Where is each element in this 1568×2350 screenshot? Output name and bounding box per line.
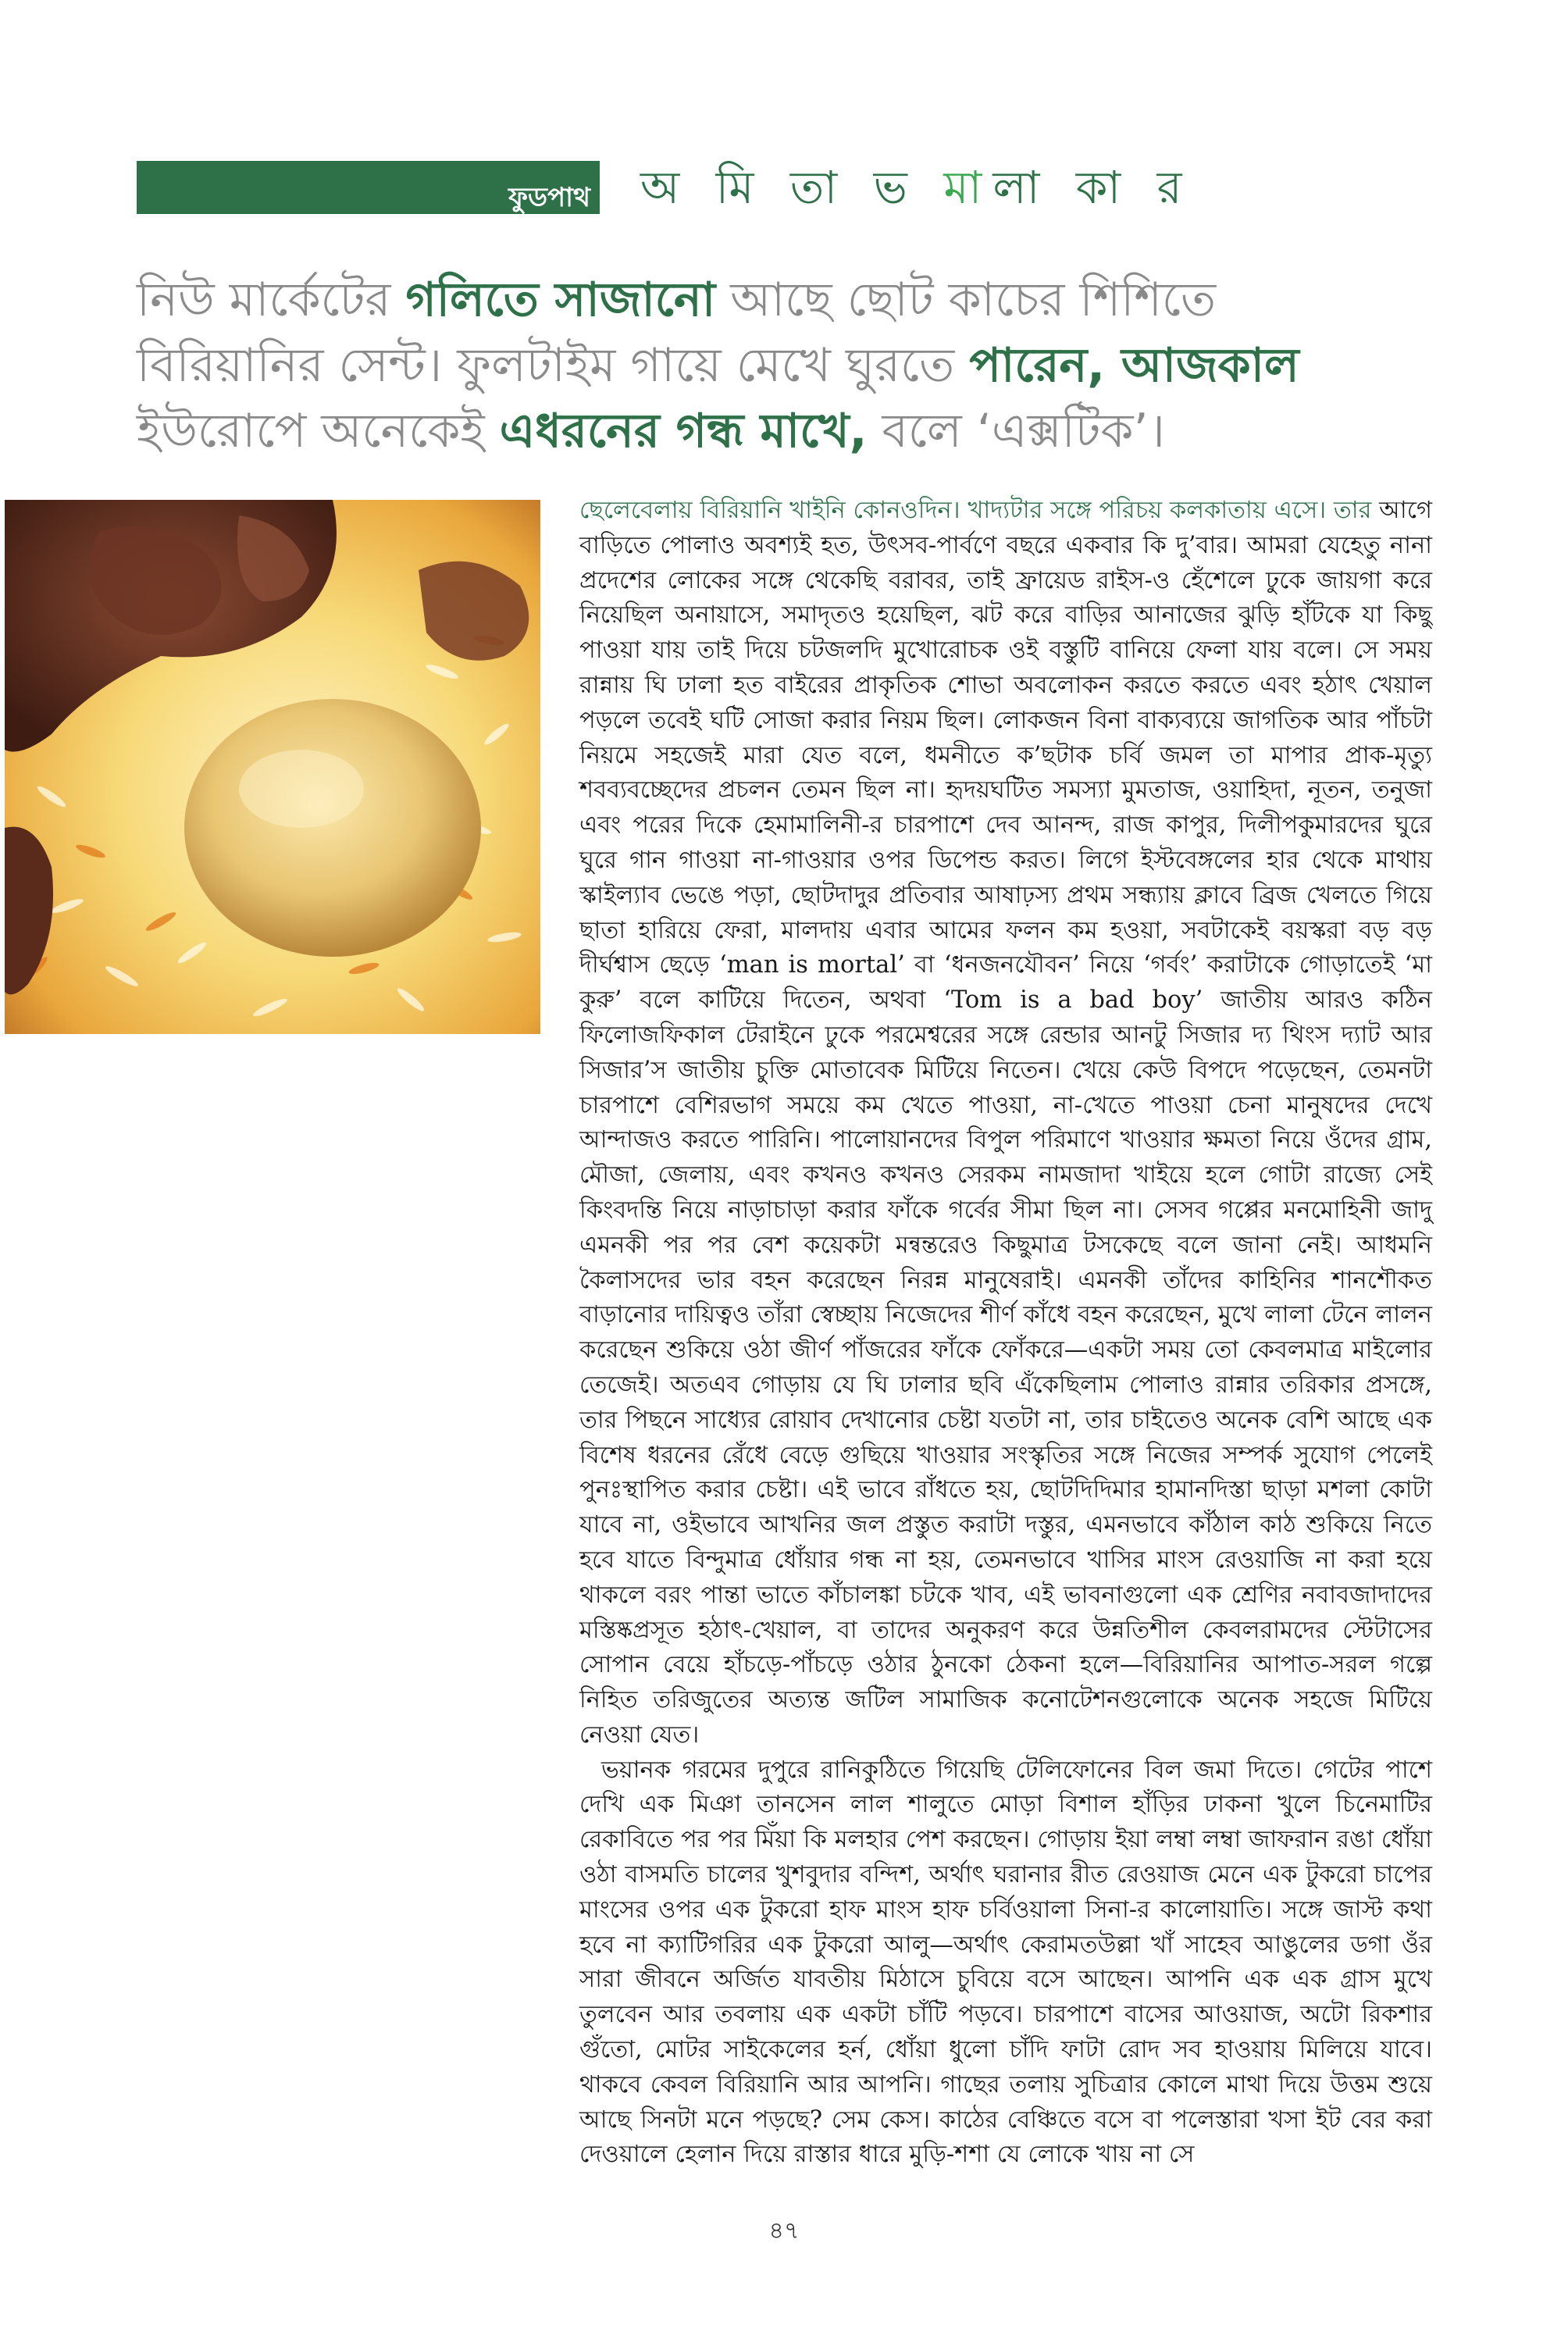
section-bar [137,161,600,214]
article-paragraph-2: ভয়ানক গরমের দুপুরে রানিকুঠিতে গিয়েছি টেলিফোনের বিল জমা দিতে। গেটের পাশে দেখি এক মিঞা তানসেন লাল শালুতে মোড়া বিশাল হাঁড়ির ঢাকনা খুলে চিনেমাটির রেকাবিতে পর পর মিঁয়া কি মলহার পেশ করছেন। গোড়ায় ইয়া লম্বা লম্বা জাফরান রঙা ধোঁয়া ওঠা বাসমতি চালের খুশবুদার বন্দিশ, অর্থাৎ ঘরানার রীত রেওয়াজ মেনে এক টুকরো চাপের মাংসের ওপর এক টুকরো হাফ মাংস হাফ চর্বিওয়ালা সিনা-র কালোয়াতি। সঙ্গে জাস্ট কথা হবে না ক্যাটিগরির এক টুকরো আলু—অর্থাৎ কেরামতউল্লা খাঁ সাহেব আঙুলের ডগা ওঁর সারা জীবনে অর্জিত যাবতীয় মিঠাসে চুবিয়ে বসে আছেন। আপনি এক এক গ্রাস মুখে তুলবেন আর তবলায় এক একটা চাঁটি পড়বে। চারপাশে বাসের আওয়াজ, অটো রিকশার গুঁতো, মোটর সাইকেলের হর্ন, ধোঁয়া ধুলো চাঁদি ফাটা রোদ সব হাওয়ায় মিলিয়ে যাবে। থাকবে কেবল বিরিয়ানি আর আপনি। গাছের তলায় সুচিত্রার কোলে মাথা দিয়ে উত্তম শুয়ে আছে সিনটা মনে পড়ছে? সেম কেস। কাঠের বেঞ্চিতে বসে বা পলেস্তারা খসা ইট বের করা দেওয়ালে হেলান দিয়ে রাস্তার ধারে মুড়ি-শশা যে লোকে খায় না সে [579,1756,1432,2169]
section-label: ফুডপাথ [508,182,590,213]
author-last-name: লা কা র [992,161,1193,214]
pull-quote-emphasis-1: গলিতে সাজানো [405,273,716,327]
page-number: ৪৭ [768,2217,800,2245]
biryani-photo-icon [5,500,540,1034]
article-paragraph-1-text: আগে বাড়িতে পোলাও অবশ্যই হত, উৎসব-পার্বণে বছরে একবার কি দু’বার। আমরা যেহেতু নানা প্রদেশের লোকের সঙ্গে থেকেছি বরাবর, তাই ফ্রায়েড রাইস-ও হেঁশেলে ঢুকে জায়গা করে নিয়েছিল অনায়াসে, সমাদৃতও হয়েছিল, ঝট করে বাড়ির আনাজের ঝুড়ি হাঁটকে যা কিছু পাওয়া যায় তাই দিয়ে চটজলদি মুখোরোচক ওই বস্তুটি বানিয়ে ফেলা যায় বলে। সে সময় রান্নায় ঘি ঢালা হত বাইরের প্রাকৃতিক শোভা অবলোকন করতে করতে এবং হঠাৎ খেয়াল পড়লে তবেই ঘটি সোজা করার নিয়ম ছিল। লোকজন বিনা বাক্যব্যয়ে জাগতিক আর পাঁচটা নিয়মে সহজেই মারা যেত বলে, ধমনীতে ক’ছটাক চর্বি জমল তা মাপার প্রাক-মৃত্যু শবব্যবচ্ছেদের প্রচলন তেমন ছিল না। হৃদয়ঘটিত সমস্যা মুমতাজ, ওয়াহিদা, নূতন, তনুজা এবং পরের দিকে হেমামালিনী-র চারপাশে দেব আনন্দ, রাজ কাপুর, দিলীপকুমারদের ঘুরে ঘুরে গান গাওয়া না-গাওয়ার ওপর ডিপেন্ড করত। লিগে ইস্টবেঙ্গলের হার থেকে মাথায় স্কাইল্যাব ভেঙে পড়া, ছোটদাদুর প্রতিবার আষাঢ়স্য প্রথম সন্ধ্যায় ক্লাবে ব্রিজ খেলতে গিয়ে ছাতা হারিয়ে ফেরা, মালদায় এবার আমের ফলন কম হওয়া, সবটাকেই বয়স্করা বড় বড় দীর্ঘশ্বাস ছেড়ে ‘man is mortal’ বা ‘ধনজনযৌবন’ নিয়ে ‘গর্বং’ করাটাকে গোড়াতেই ‘মা কুরু’ বলে কাটিয়ে দিতেন, অথবা ‘Tom is a bad boy’ জাতীয় আরও কঠিন ফিলোজফিকাল টেরাইনে ঢুকে পরমেশ্বরের সঙ্গে রেন্ডার আনটু সিজার দ্য থিংস দ্যাট আর সিজার’স জাতীয় চুক্তি মোতাবেক মিটিয়ে নিতেন। খেয়ে কেউ বিপদে পড়েছেন, তেমনটা চারপাশে বেশিরভাগ সময়ে কম খেতে পাওয়া, না-খেতে পাওয়া চেনা মানুষদের দেখে আন্দাজও করতে পারিনি। পালোয়ানদের বিপুল পরিমাণে খাওয়ার ক্ষমতা নিয়ে ওঁদের গ্রাম, মৌজা, জেলায়, এবং কখনও কখনও সেরকম নামজাদা খাইয়ে হলে গোটা রাজ্যে সেই কিংবদন্তি নিয়ে নাড়াচাড়া করার ফাঁকে গর্বের সীমা ছিল না। সেসব গপ্পের মনমোহিনী জাদু এমনকী পর পর বেশ কয়েকটা মন্বন্তরেও কিছুমাত্র টসকেছে বলে জানা নেই। আধমনি কৈলাসদের ভার বহন করেছেন নিরন্ন মানুষেরাই। এমনকী তাঁদের কাহিনির শানশৌকত বাড়ানোর দায়িত্বও তাঁরা স্বেচ্ছায় নিজেদের শীর্ণ কাঁধে বহন করেছেন, মুখে লালা টেনে লালন করেছেন শুকিয়ে ওঠা জীর্ণ পাঁজরের ফাঁকে ফোঁকরে—একটা সময় তো কেবলমাত্র মাইলোর তেজেই। অতএব গোড়ায় যে ঘি ঢালার ছবি এঁকেছিলাম পোলাও রান্নার তরিকার প্রসঙ্গে, তার পিছনে সাধ্যের রোয়াব দেখানোর চেষ্টা যতটা না, তার চাইতেও অনেক বেশি আছে এক বিশেষ ধরনের রেঁধে বেড়ে গুছিয়ে খাওয়ার সংস্কৃতির সঙ্গে নিজের সম্পর্ক সুযোগ পেলেই পুনঃস্থাপিত করার চেষ্টা। এই ভাবে রাঁধতে হয়, ছোটদিদিমার হামানদিস্তা ছাড়া মশলা কোটা যাবে না, ওইভাবে আখনির জল প্রস্তুত করাটা দস্তুর, এমনভাবে কাঁঠাল কাঠ শুকিয়ে নিতে হবে যাতে বিন্দুমাত্র ধোঁয়ার গন্ধ না হয়, তেমনভাবে খাসির মাংস রেওয়াজি না করা হয়ে থাকলে বরং পান্তা ভাতে কাঁচালঙ্কা চটকে খাব, এই ভাবনাগুলো এক শ্রেণির নবাবজাদাদের মস্তিষ্কপ্রসূত হঠাৎ-খেয়াল, বা তাদের অনুকরণ করে উন্নতিশীল কেবলরামদের স্টেটাসের সোপান বেয়ে হাঁচড়ে-পাঁচড়ে ওঠার ঠুনকো ঠেকনা হলে—বিরিয়ানির আপাত-সরল গল্পে নিহিত তরিজুতের অত্যন্ত জটিল সামাজিক কনোটেশনগুলোকে অনেক সহজে মিটিয়ে নেওয়া যেত। [579,497,1432,1749]
author-first-name: অ মি তা ভ [640,161,918,214]
author-highlight: মা [943,161,993,214]
pull-quote-part-2: আছে ছোট কাচের শিশিতে বিরিয়ানির সেন্ট। ফুলটাইম গায়ে মেখে ঘুরতে [137,273,1216,393]
pull-quote-part-4: বলে ‘এক্সটিক’। [867,404,1165,458]
biryani-photo [5,500,540,1034]
pull-quote-emphasis-3: এধরনের গন্ধ মাখে, [499,404,868,458]
author-name [640,156,1193,219]
article-lead: ছেলেবেলায় বিরিয়ানি খাইনি কোনওদিন। খাদ্যটার সঙ্গে পরিচয় কলকাতায় এসে। তার [579,497,1372,524]
pull-quote-emphasis-2: পারেন, আজকাল [969,338,1299,393]
pull-quote-part-3: ইউরোপে অনেকেই [137,404,500,458]
article-paragraph-1 [579,494,1432,1753]
article-body [579,494,1432,2173]
pull-quote-part-1: নিউ মার্কেটের [137,273,406,327]
pull-quote [137,267,1417,464]
